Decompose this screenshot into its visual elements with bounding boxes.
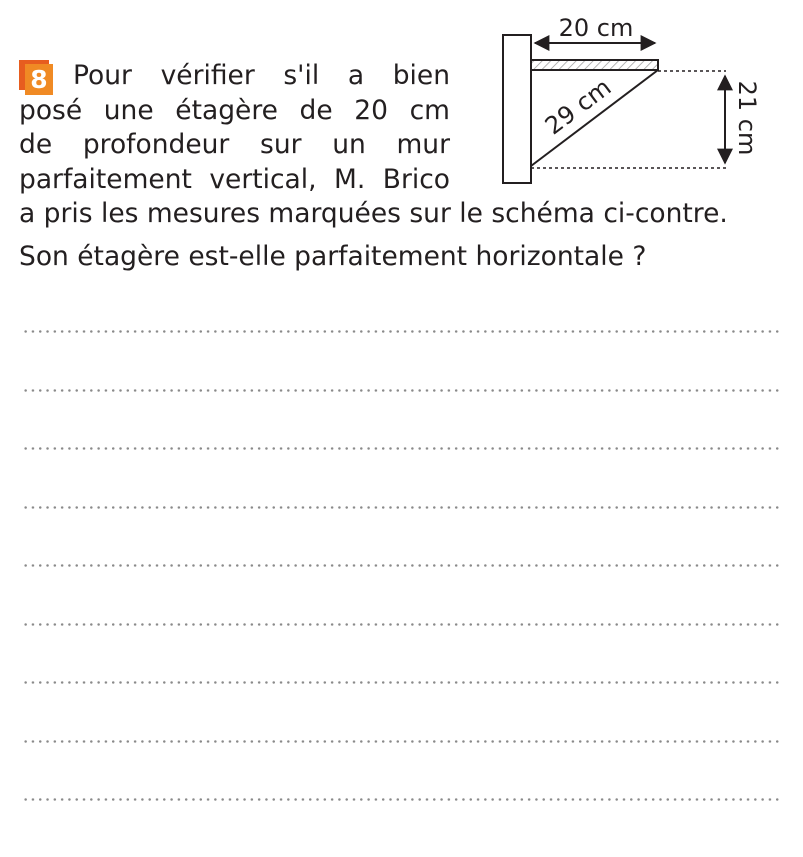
statement-line-1: Pour vérifier s'il a bien — [73, 60, 450, 91]
answer-line[interactable] — [22, 798, 780, 857]
answer-line[interactable] — [22, 506, 780, 565]
answer-line[interactable] — [22, 681, 780, 740]
height-label: 21 cm — [733, 80, 761, 156]
answer-line[interactable] — [22, 740, 780, 799]
answer-line[interactable] — [22, 330, 780, 389]
answer-line[interactable] — [22, 447, 780, 506]
statement-line-4: parfaitement vertical, M. Brico — [19, 164, 450, 195]
exercise-number: 8 — [25, 64, 53, 95]
exercise-number-badge — [19, 60, 59, 96]
question: Son étagère est-elle parfaitement horizontale ? — [19, 241, 647, 272]
answer-line[interactable] — [22, 389, 780, 448]
statement-line-3: de profondeur sur un mur — [19, 129, 450, 160]
answer-line[interactable] — [22, 564, 780, 623]
statement-line-5: a pris les mesures marquées sur le schéma ci-contre. — [19, 198, 728, 229]
depth-label: 20 cm — [558, 14, 634, 42]
diagonal-label: 29 cm — [539, 72, 617, 141]
shelf-diagram — [495, 12, 770, 192]
statement-line-2: posé une étagère de 20 cm — [19, 95, 450, 126]
answer-line[interactable] — [22, 623, 780, 682]
shelf-board — [531, 60, 658, 70]
wall — [503, 35, 531, 183]
answer-lines[interactable] — [22, 330, 780, 857]
